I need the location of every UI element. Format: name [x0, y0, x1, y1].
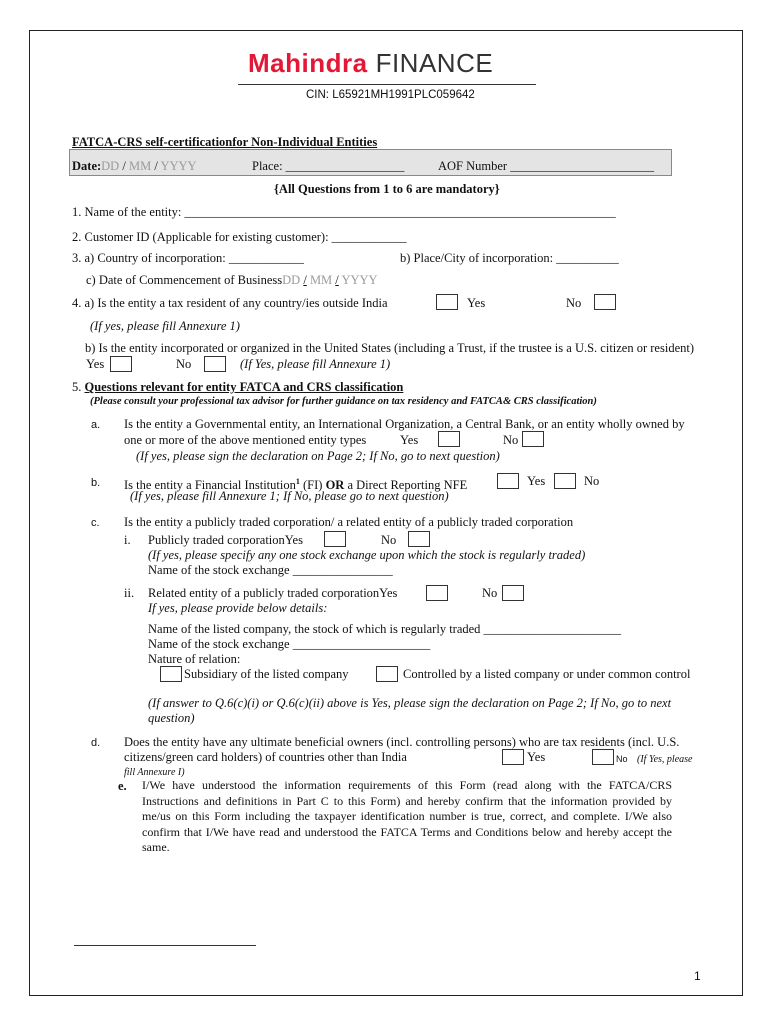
date-dd: DD: [101, 159, 120, 173]
q5b-or: OR: [325, 478, 345, 493]
q5b-yes-checkbox[interactable]: [497, 473, 519, 489]
cin-number: CIN: L65921MH1991PLC059642: [306, 89, 475, 101]
logo-divider: [238, 84, 536, 85]
q5cii-no-label: No: [482, 586, 498, 600]
q5ci-no-checkbox[interactable]: [408, 531, 430, 547]
subsidiary-checkbox[interactable]: [160, 666, 182, 682]
controlled-checkbox[interactable]: [376, 666, 398, 682]
page-number: 1: [694, 969, 701, 983]
q5c-label: c.: [91, 517, 100, 529]
q5b-no-checkbox[interactable]: [554, 473, 576, 489]
q5b-note: (If yes, please fill Annexure 1; If No, please go to next question): [130, 489, 449, 503]
q5d-yes-label: Yes: [527, 750, 546, 764]
q3c-dd: DD: [282, 273, 301, 287]
date-mm: MM: [128, 159, 152, 173]
q4a-no-label: No: [566, 296, 582, 310]
q5cii-number: ii.: [124, 586, 135, 600]
q4b-no-checkbox[interactable]: [204, 356, 226, 372]
q4b-text: b) Is the entity incorporated or organized in the United States (including a Trust, if the trustee is a U.S. citizen or resident): [85, 341, 695, 355]
q5b-yes-label: Yes: [527, 474, 546, 488]
q5b-text-pre: Is the entity a Financial Institution: [124, 478, 296, 493]
q5-heading: [72, 380, 403, 395]
date-separator: /: [154, 159, 158, 173]
q4a-note: (If yes, please fill Annexure 1): [90, 319, 240, 333]
q5d-label: d.: [91, 737, 101, 749]
q4a-text: 4. a) Is the entity a tax resident of any country/ies outside India: [72, 296, 388, 310]
q4a-yes-checkbox[interactable]: [436, 294, 458, 310]
q5d-note-1: (If Yes, please: [637, 754, 693, 765]
q5a-no-label: No: [503, 433, 519, 447]
q5c-text: Is the entity a publicly traded corporation/ a related entity of a publicly traded corporation: [124, 515, 574, 529]
q3c-yyyy: YYYY: [341, 273, 378, 287]
q3c-date[interactable]: [86, 273, 378, 288]
brand-logo: [248, 48, 493, 79]
date-separator: /: [335, 273, 339, 287]
q5-title: Questions relevant for entity FATCA and CRS classification: [84, 380, 404, 394]
q5b-label: b.: [91, 477, 101, 489]
q5ci-note: (If yes, please specify any one stock exchange upon which the stock is regularly traded): [148, 548, 586, 562]
q5a-text-1: Is the entity a Governmental entity, an International Organization, a Central Bank, or an entity wholly owned by: [124, 417, 685, 431]
q5cii-company-field[interactable]: Name of the listed company, the stock of which is regularly traded ______________________: [148, 622, 622, 636]
q5cii-exchange-field[interactable]: Name of the stock exchange ______________________: [148, 637, 431, 651]
brand-suffix: FINANCE: [375, 48, 494, 78]
q4b-yes-checkbox[interactable]: [110, 356, 132, 372]
q5d-no-label: No: [616, 754, 628, 764]
footnote-marker: 1: [295, 477, 300, 486]
q5-number: 5.: [72, 380, 82, 394]
q3c-label: c) Date of Commencement of Business: [86, 273, 283, 287]
q5cii-relation-label: Nature of relation:: [148, 652, 241, 666]
q4b-yes-label: Yes: [86, 357, 105, 371]
date-yyyy: YYYY: [160, 159, 197, 173]
date-field[interactable]: [72, 159, 197, 174]
controlled-label: Controlled by a listed company or under common control: [403, 667, 691, 681]
q5-note: (Please consult your professional tax advisor for further guidance on tax residency and FATCA& CRS classification): [90, 396, 597, 407]
q5ci-exchange-field[interactable]: Name of the stock exchange ________________: [148, 563, 393, 577]
date-label: Date:: [72, 159, 102, 173]
q5ci-yes-checkbox[interactable]: [324, 531, 346, 547]
q5d-yes-checkbox[interactable]: [502, 749, 524, 765]
date-separator: /: [122, 159, 126, 173]
subsidiary-label: Subsidiary of the listed company: [184, 667, 349, 681]
aof-number-field[interactable]: AOF Number _______________________: [438, 159, 654, 173]
q5a-no-checkbox[interactable]: [522, 431, 544, 447]
q4b-no-label: No: [176, 357, 192, 371]
q5a-yes-label: Yes: [400, 433, 419, 447]
form-title: FATCA-CRS self-certificationfor Non-Individual Entities: [72, 135, 378, 149]
mandatory-note: {All Questions from 1 to 6 are mandatory}: [274, 182, 500, 196]
declaration-text: I/We have understood the information requirements of this Form (read along with the FATCA/CRS Instructions and definitions in Part C to this Form) and hereby confirm that the information provided by me/us on this Form including the taxpayer identification number is true, correct, and complete. I/We also confirm that I/We have read and understood the FATCA Terms and Conditions below and hereby accept the same.: [142, 778, 672, 854]
place-field[interactable]: Place: ___________________: [252, 159, 405, 173]
q5cii-text: Related entity of a publicly traded corporationYes: [148, 586, 398, 600]
q5d-note-2: fill Annexure I): [124, 767, 185, 778]
q4a-yes-label: Yes: [467, 296, 486, 310]
q5ci-text: Publicly traded corporationYes: [148, 533, 303, 547]
brand-name: Mahindra: [248, 48, 368, 78]
q5b-text-post: a Direct Reporting NFE: [344, 478, 468, 493]
date-separator: /: [303, 273, 307, 287]
q5a-note: (If yes, please sign the declaration on Page 2; If No, go to next question): [136, 449, 500, 463]
q5a-text-2: one or more of the above mentioned entity types: [124, 433, 367, 447]
q3c-mm: MM: [309, 273, 333, 287]
q3a-country[interactable]: 3. a) Country of incorporation: ____________: [72, 251, 304, 265]
q5d-no-checkbox[interactable]: [592, 749, 614, 765]
q5b-text-mid: (FI): [299, 478, 326, 493]
q4b-note: (If Yes, please fill Annexure 1): [240, 357, 391, 371]
q5ci-number: i.: [124, 533, 131, 547]
q5e-label: e.: [118, 779, 127, 793]
q5d-text-1: Does the entity have any ultimate beneficial owners (incl. controlling persons) who are tax residents (incl. U.S.: [124, 735, 680, 749]
q5d-text-2: citizens/green card holders) of countries other than India: [124, 750, 407, 764]
q5c-note-2: question): [148, 711, 195, 725]
q5ci-no-label: No: [381, 533, 397, 547]
q1-entity-name[interactable]: 1. Name of the entity: _____________________________________________________________________: [72, 205, 616, 219]
q5cii-no-checkbox[interactable]: [502, 585, 524, 601]
footnote-divider: [74, 945, 256, 946]
q3b-place[interactable]: b) Place/City of incorporation: __________: [400, 251, 619, 265]
q5c-note-1: (If answer to Q.6(c)(i) or Q.6(c)(ii) above is Yes, please sign the declaration on Page 2; If No, go to next: [148, 696, 672, 710]
q5b-no-label: No: [584, 474, 600, 488]
q2-customer-id[interactable]: 2. Customer ID (Applicable for existing customer): ____________: [72, 230, 407, 244]
q5cii-yes-checkbox[interactable]: [426, 585, 448, 601]
q5a-label: a.: [91, 419, 101, 431]
q5cii-note: If yes, please provide below details:: [148, 601, 328, 615]
q5a-yes-checkbox[interactable]: [438, 431, 460, 447]
q4a-no-checkbox[interactable]: [594, 294, 616, 310]
